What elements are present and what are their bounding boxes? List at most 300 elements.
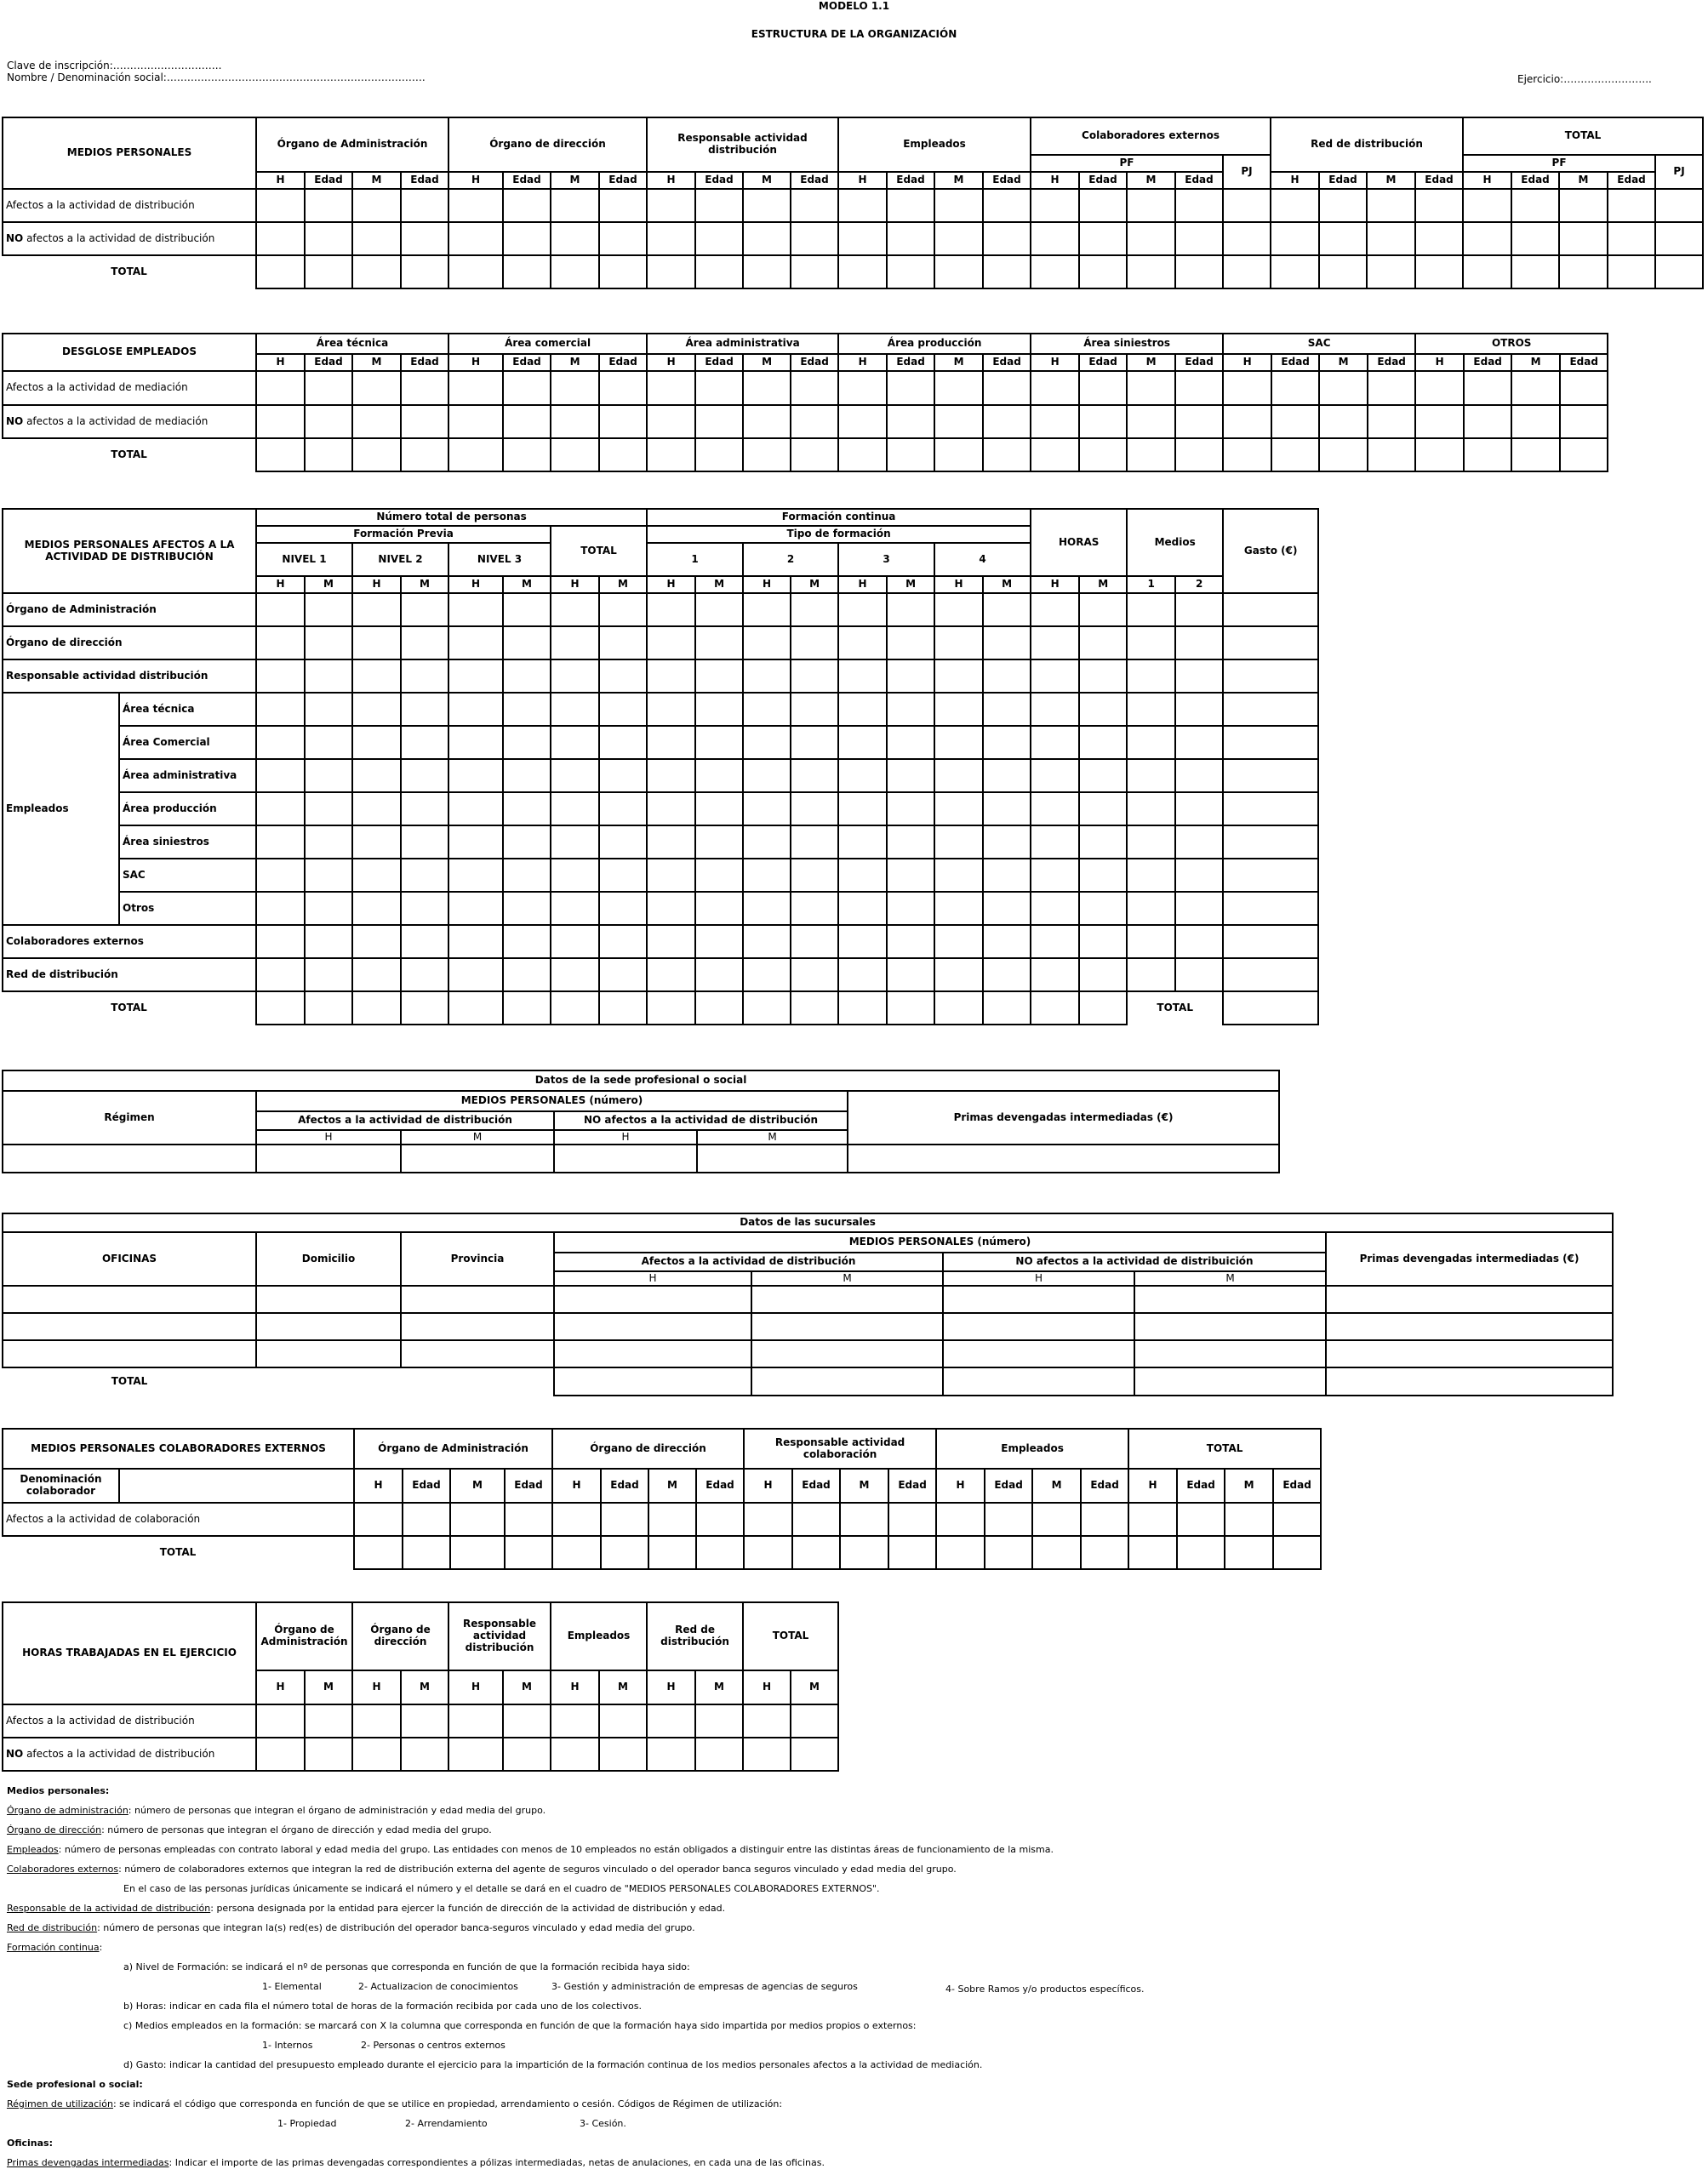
- data-cell[interactable]: [647, 593, 695, 626]
- data-cell[interactable]: [450, 1536, 505, 1569]
- data-cell[interactable]: [1273, 1536, 1321, 1569]
- data-cell[interactable]: [1223, 626, 1318, 659]
- data-cell[interactable]: [352, 726, 401, 759]
- data-cell[interactable]: [551, 371, 599, 405]
- data-cell[interactable]: [551, 255, 599, 288]
- data-cell[interactable]: [744, 1536, 792, 1569]
- data-cell[interactable]: [1031, 189, 1079, 222]
- data-cell[interactable]: [743, 659, 791, 693]
- data-cell[interactable]: [352, 859, 401, 892]
- data-cell[interactable]: [647, 759, 695, 792]
- data-cell[interactable]: [448, 626, 503, 659]
- data-cell[interactable]: [599, 438, 647, 471]
- data-cell[interactable]: [743, 759, 791, 792]
- data-cell[interactable]: [695, 859, 743, 892]
- data-cell[interactable]: [695, 892, 743, 925]
- data-cell[interactable]: [551, 438, 599, 471]
- data-cell[interactable]: [401, 991, 448, 1025]
- data-cell[interactable]: [551, 189, 599, 222]
- data-cell[interactable]: [352, 925, 401, 958]
- data-cell[interactable]: [887, 371, 934, 405]
- data-cell[interactable]: [1608, 189, 1655, 222]
- data-cell[interactable]: [551, 958, 599, 991]
- data-cell[interactable]: [505, 1503, 552, 1536]
- data-cell[interactable]: [695, 693, 743, 726]
- data-cell[interactable]: [695, 1738, 743, 1771]
- data-cell[interactable]: [401, 759, 448, 792]
- data-cell[interactable]: [551, 1704, 599, 1738]
- data-cell[interactable]: [1464, 371, 1511, 405]
- data-cell[interactable]: [305, 405, 352, 438]
- data-cell[interactable]: [554, 1367, 751, 1396]
- data-cell[interactable]: [838, 726, 887, 759]
- data-cell[interactable]: [1079, 991, 1127, 1025]
- data-cell[interactable]: [888, 1503, 936, 1536]
- data-cell[interactable]: [601, 1536, 648, 1569]
- data-cell[interactable]: [352, 255, 401, 288]
- data-cell[interactable]: [838, 438, 887, 471]
- data-cell[interactable]: [1223, 222, 1271, 255]
- data-cell[interactable]: [1031, 255, 1079, 288]
- data-cell[interactable]: [1031, 405, 1079, 438]
- data-cell[interactable]: [1559, 222, 1608, 255]
- data-cell[interactable]: [551, 593, 599, 626]
- data-cell[interactable]: [401, 255, 448, 288]
- data-cell[interactable]: [448, 438, 503, 471]
- data-cell[interactable]: [1134, 1367, 1326, 1396]
- data-cell[interactable]: [599, 222, 647, 255]
- data-cell[interactable]: [791, 438, 838, 471]
- data-cell[interactable]: [503, 792, 551, 825]
- data-cell[interactable]: [599, 371, 647, 405]
- data-cell[interactable]: [695, 726, 743, 759]
- data-cell[interactable]: [983, 991, 1031, 1025]
- data-cell[interactable]: [503, 222, 551, 255]
- data-cell[interactable]: [256, 1145, 401, 1173]
- data-cell[interactable]: [1079, 222, 1127, 255]
- data-cell[interactable]: [448, 726, 503, 759]
- data-cell[interactable]: [1655, 189, 1703, 222]
- data-cell[interactable]: [1079, 726, 1127, 759]
- data-cell[interactable]: [934, 222, 983, 255]
- data-cell[interactable]: [256, 593, 305, 626]
- data-cell[interactable]: [1079, 438, 1127, 471]
- data-cell[interactable]: [1223, 825, 1318, 859]
- data-cell[interactable]: [1223, 371, 1271, 405]
- data-cell[interactable]: [119, 1469, 354, 1503]
- data-cell[interactable]: [1175, 792, 1223, 825]
- data-cell[interactable]: [983, 222, 1031, 255]
- data-cell[interactable]: [448, 892, 503, 925]
- data-cell[interactable]: [599, 189, 647, 222]
- data-cell[interactable]: [503, 405, 551, 438]
- data-cell[interactable]: [1127, 693, 1175, 726]
- data-cell[interactable]: [647, 792, 695, 825]
- data-cell[interactable]: [983, 892, 1031, 925]
- data-cell[interactable]: [934, 925, 983, 958]
- data-cell[interactable]: [983, 626, 1031, 659]
- data-cell[interactable]: [599, 792, 647, 825]
- data-cell[interactable]: [838, 255, 887, 288]
- data-cell[interactable]: [1463, 255, 1511, 288]
- data-cell[interactable]: [503, 626, 551, 659]
- data-cell[interactable]: [1031, 593, 1079, 626]
- data-cell[interactable]: [256, 1286, 401, 1313]
- data-cell[interactable]: [1127, 405, 1175, 438]
- data-cell[interactable]: [751, 1340, 943, 1367]
- data-cell[interactable]: [743, 1738, 791, 1771]
- data-cell[interactable]: [743, 825, 791, 859]
- data-cell[interactable]: [256, 1704, 305, 1738]
- data-cell[interactable]: [934, 405, 983, 438]
- data-cell[interactable]: [352, 825, 401, 859]
- data-cell[interactable]: [934, 659, 983, 693]
- data-cell[interactable]: [1079, 659, 1127, 693]
- data-cell[interactable]: [1464, 405, 1511, 438]
- data-cell[interactable]: [599, 958, 647, 991]
- data-cell[interactable]: [1511, 438, 1560, 471]
- data-cell[interactable]: [647, 1704, 695, 1738]
- data-cell[interactable]: [983, 792, 1031, 825]
- data-cell[interactable]: [1127, 859, 1175, 892]
- data-cell[interactable]: [554, 1313, 751, 1340]
- data-cell[interactable]: [3, 1286, 256, 1313]
- data-cell[interactable]: [1175, 759, 1223, 792]
- data-cell[interactable]: [599, 255, 647, 288]
- data-cell[interactable]: [1511, 405, 1560, 438]
- data-cell[interactable]: [985, 1503, 1032, 1536]
- data-cell[interactable]: [1225, 1536, 1273, 1569]
- data-cell[interactable]: [696, 1536, 744, 1569]
- data-cell[interactable]: [305, 759, 352, 792]
- data-cell[interactable]: [1608, 222, 1655, 255]
- data-cell[interactable]: [1079, 859, 1127, 892]
- data-cell[interactable]: [1127, 371, 1175, 405]
- data-cell[interactable]: [647, 189, 695, 222]
- data-cell[interactable]: [305, 991, 352, 1025]
- data-cell[interactable]: [1031, 925, 1079, 958]
- data-cell[interactable]: [1127, 759, 1175, 792]
- data-cell[interactable]: [1271, 438, 1319, 471]
- data-cell[interactable]: [401, 1286, 554, 1313]
- data-cell[interactable]: [448, 792, 503, 825]
- data-cell[interactable]: [743, 958, 791, 991]
- data-cell[interactable]: [1223, 759, 1318, 792]
- data-cell[interactable]: [305, 1704, 352, 1738]
- data-cell[interactable]: [743, 991, 791, 1025]
- data-cell[interactable]: [1560, 405, 1608, 438]
- data-cell[interactable]: [256, 222, 305, 255]
- data-cell[interactable]: [503, 958, 551, 991]
- data-cell[interactable]: [1127, 189, 1175, 222]
- data-cell[interactable]: [352, 371, 401, 405]
- data-cell[interactable]: [934, 438, 983, 471]
- data-cell[interactable]: [448, 189, 503, 222]
- data-cell[interactable]: [887, 859, 934, 892]
- data-cell[interactable]: [448, 958, 503, 991]
- data-cell[interactable]: [401, 1340, 554, 1367]
- data-cell[interactable]: [743, 189, 791, 222]
- data-cell[interactable]: [354, 1503, 403, 1536]
- data-cell[interactable]: [1031, 792, 1079, 825]
- data-cell[interactable]: [551, 859, 599, 892]
- data-cell[interactable]: [838, 892, 887, 925]
- data-cell[interactable]: [838, 405, 887, 438]
- data-cell[interactable]: [1175, 659, 1223, 693]
- data-cell[interactable]: [401, 892, 448, 925]
- data-cell[interactable]: [503, 189, 551, 222]
- data-cell[interactable]: [401, 792, 448, 825]
- data-cell[interactable]: [599, 659, 647, 693]
- data-cell[interactable]: [1081, 1536, 1128, 1569]
- data-cell[interactable]: [934, 958, 983, 991]
- data-cell[interactable]: [1367, 189, 1415, 222]
- data-cell[interactable]: [551, 659, 599, 693]
- data-cell[interactable]: [599, 1704, 647, 1738]
- data-cell[interactable]: [1127, 659, 1175, 693]
- data-cell[interactable]: [305, 438, 352, 471]
- data-cell[interactable]: [352, 991, 401, 1025]
- data-cell[interactable]: [791, 626, 838, 659]
- data-cell[interactable]: [554, 1145, 697, 1173]
- data-cell[interactable]: [887, 659, 934, 693]
- data-cell[interactable]: [551, 726, 599, 759]
- data-cell[interactable]: [1415, 405, 1464, 438]
- data-cell[interactable]: [983, 593, 1031, 626]
- data-cell[interactable]: [352, 438, 401, 471]
- data-cell[interactable]: [791, 925, 838, 958]
- data-cell[interactable]: [1079, 626, 1127, 659]
- data-cell[interactable]: [352, 792, 401, 825]
- data-cell[interactable]: [1319, 371, 1368, 405]
- data-cell[interactable]: [503, 659, 551, 693]
- data-cell[interactable]: [1225, 1503, 1273, 1536]
- data-cell[interactable]: [305, 792, 352, 825]
- data-cell[interactable]: [503, 255, 551, 288]
- data-cell[interactable]: [743, 693, 791, 726]
- data-cell[interactable]: [1319, 405, 1368, 438]
- data-cell[interactable]: [1127, 222, 1175, 255]
- data-cell[interactable]: [256, 859, 305, 892]
- data-cell[interactable]: [401, 222, 448, 255]
- data-cell[interactable]: [743, 925, 791, 958]
- data-cell[interactable]: [647, 859, 695, 892]
- data-cell[interactable]: [838, 825, 887, 859]
- data-cell[interactable]: [551, 759, 599, 792]
- data-cell[interactable]: [448, 759, 503, 792]
- data-cell[interactable]: [943, 1286, 1134, 1313]
- data-cell[interactable]: [551, 925, 599, 958]
- data-cell[interactable]: [352, 593, 401, 626]
- data-cell[interactable]: [791, 693, 838, 726]
- data-cell[interactable]: [401, 1704, 448, 1738]
- data-cell[interactable]: [1223, 659, 1318, 693]
- data-cell[interactable]: [1319, 255, 1367, 288]
- data-cell[interactable]: [448, 991, 503, 1025]
- data-cell[interactable]: [695, 825, 743, 859]
- data-cell[interactable]: [1415, 222, 1463, 255]
- data-cell[interactable]: [791, 1738, 838, 1771]
- data-cell[interactable]: [1223, 438, 1271, 471]
- data-cell[interactable]: [401, 189, 448, 222]
- data-cell[interactable]: [1079, 759, 1127, 792]
- data-cell[interactable]: [305, 659, 352, 693]
- data-cell[interactable]: [791, 593, 838, 626]
- data-cell[interactable]: [401, 626, 448, 659]
- data-cell[interactable]: [695, 925, 743, 958]
- data-cell[interactable]: [1223, 991, 1318, 1025]
- data-cell[interactable]: [1081, 1503, 1128, 1536]
- data-cell[interactable]: [791, 371, 838, 405]
- data-cell[interactable]: [943, 1340, 1134, 1367]
- data-cell[interactable]: [1177, 1536, 1225, 1569]
- data-cell[interactable]: [887, 825, 934, 859]
- data-cell[interactable]: [791, 991, 838, 1025]
- data-cell[interactable]: [1127, 438, 1175, 471]
- data-cell[interactable]: [1223, 792, 1318, 825]
- data-cell[interactable]: [647, 693, 695, 726]
- data-cell[interactable]: [1175, 825, 1223, 859]
- data-cell[interactable]: [647, 925, 695, 958]
- data-cell[interactable]: [305, 222, 352, 255]
- data-cell[interactable]: [1175, 892, 1223, 925]
- data-cell[interactable]: [1079, 593, 1127, 626]
- data-cell[interactable]: [1175, 859, 1223, 892]
- data-cell[interactable]: [1031, 693, 1079, 726]
- data-cell[interactable]: [305, 726, 352, 759]
- data-cell[interactable]: [403, 1503, 450, 1536]
- data-cell[interactable]: [3, 1145, 256, 1173]
- data-cell[interactable]: [791, 189, 838, 222]
- data-cell[interactable]: [1560, 371, 1608, 405]
- data-cell[interactable]: [791, 825, 838, 859]
- data-cell[interactable]: [305, 255, 352, 288]
- data-cell[interactable]: [943, 1367, 1134, 1396]
- data-cell[interactable]: [1175, 626, 1223, 659]
- data-cell[interactable]: [1079, 825, 1127, 859]
- data-cell[interactable]: [1463, 189, 1511, 222]
- data-cell[interactable]: [551, 222, 599, 255]
- data-cell[interactable]: [791, 892, 838, 925]
- data-cell[interactable]: [503, 892, 551, 925]
- data-cell[interactable]: [1271, 255, 1319, 288]
- data-cell[interactable]: [791, 859, 838, 892]
- data-cell[interactable]: [551, 1738, 599, 1771]
- data-cell[interactable]: [401, 1738, 448, 1771]
- data-cell[interactable]: [1134, 1340, 1326, 1367]
- data-cell[interactable]: [1271, 405, 1319, 438]
- data-cell[interactable]: [647, 892, 695, 925]
- data-cell[interactable]: [887, 925, 934, 958]
- data-cell[interactable]: [256, 371, 305, 405]
- data-cell[interactable]: [1127, 892, 1175, 925]
- data-cell[interactable]: [505, 1536, 552, 1569]
- data-cell[interactable]: [599, 859, 647, 892]
- data-cell[interactable]: [1175, 222, 1223, 255]
- data-cell[interactable]: [401, 1145, 554, 1173]
- data-cell[interactable]: [1031, 991, 1079, 1025]
- data-cell[interactable]: [743, 726, 791, 759]
- data-cell[interactable]: [1079, 255, 1127, 288]
- data-cell[interactable]: [1177, 1503, 1225, 1536]
- data-cell[interactable]: [743, 438, 791, 471]
- data-cell[interactable]: [503, 1704, 551, 1738]
- data-cell[interactable]: [1128, 1503, 1177, 1536]
- data-cell[interactable]: [983, 958, 1031, 991]
- data-cell[interactable]: [934, 693, 983, 726]
- data-cell[interactable]: [934, 255, 983, 288]
- data-cell[interactable]: [503, 1738, 551, 1771]
- data-cell[interactable]: [887, 189, 934, 222]
- data-cell[interactable]: [1464, 438, 1511, 471]
- data-cell[interactable]: [983, 189, 1031, 222]
- data-cell[interactable]: [838, 189, 887, 222]
- data-cell[interactable]: [1032, 1536, 1081, 1569]
- data-cell[interactable]: [1079, 405, 1127, 438]
- data-cell[interactable]: [1127, 626, 1175, 659]
- data-cell[interactable]: [743, 593, 791, 626]
- data-cell[interactable]: [983, 859, 1031, 892]
- data-cell[interactable]: [551, 792, 599, 825]
- data-cell[interactable]: [695, 371, 743, 405]
- data-cell[interactable]: [1415, 371, 1464, 405]
- data-cell[interactable]: [647, 958, 695, 991]
- data-cell[interactable]: [934, 189, 983, 222]
- data-cell[interactable]: [887, 255, 934, 288]
- data-cell[interactable]: [403, 1536, 450, 1569]
- data-cell[interactable]: [791, 759, 838, 792]
- data-cell[interactable]: [1134, 1286, 1326, 1313]
- data-cell[interactable]: [256, 925, 305, 958]
- data-cell[interactable]: [695, 255, 743, 288]
- data-cell[interactable]: [1367, 255, 1415, 288]
- data-cell[interactable]: [551, 626, 599, 659]
- data-cell[interactable]: [352, 958, 401, 991]
- data-cell[interactable]: [743, 371, 791, 405]
- data-cell[interactable]: [1319, 438, 1368, 471]
- data-cell[interactable]: [1031, 438, 1079, 471]
- data-cell[interactable]: [838, 759, 887, 792]
- data-cell[interactable]: [934, 991, 983, 1025]
- data-cell[interactable]: [647, 626, 695, 659]
- data-cell[interactable]: [599, 693, 647, 726]
- data-cell[interactable]: [1271, 189, 1319, 222]
- data-cell[interactable]: [305, 958, 352, 991]
- data-cell[interactable]: [256, 693, 305, 726]
- data-cell[interactable]: [934, 726, 983, 759]
- data-cell[interactable]: [1175, 726, 1223, 759]
- data-cell[interactable]: [256, 1340, 401, 1367]
- data-cell[interactable]: [743, 626, 791, 659]
- data-cell[interactable]: [352, 1704, 401, 1738]
- data-cell[interactable]: [401, 859, 448, 892]
- data-cell[interactable]: [1175, 255, 1223, 288]
- data-cell[interactable]: [647, 255, 695, 288]
- data-cell[interactable]: [448, 1704, 503, 1738]
- data-cell[interactable]: [887, 726, 934, 759]
- data-cell[interactable]: [599, 593, 647, 626]
- data-cell[interactable]: [256, 792, 305, 825]
- data-cell[interactable]: [792, 1536, 840, 1569]
- data-cell[interactable]: [983, 438, 1031, 471]
- data-cell[interactable]: [983, 925, 1031, 958]
- data-cell[interactable]: [695, 626, 743, 659]
- data-cell[interactable]: [751, 1286, 943, 1313]
- data-cell[interactable]: [743, 255, 791, 288]
- data-cell[interactable]: [1223, 255, 1271, 288]
- data-cell[interactable]: [983, 726, 1031, 759]
- data-cell[interactable]: [838, 693, 887, 726]
